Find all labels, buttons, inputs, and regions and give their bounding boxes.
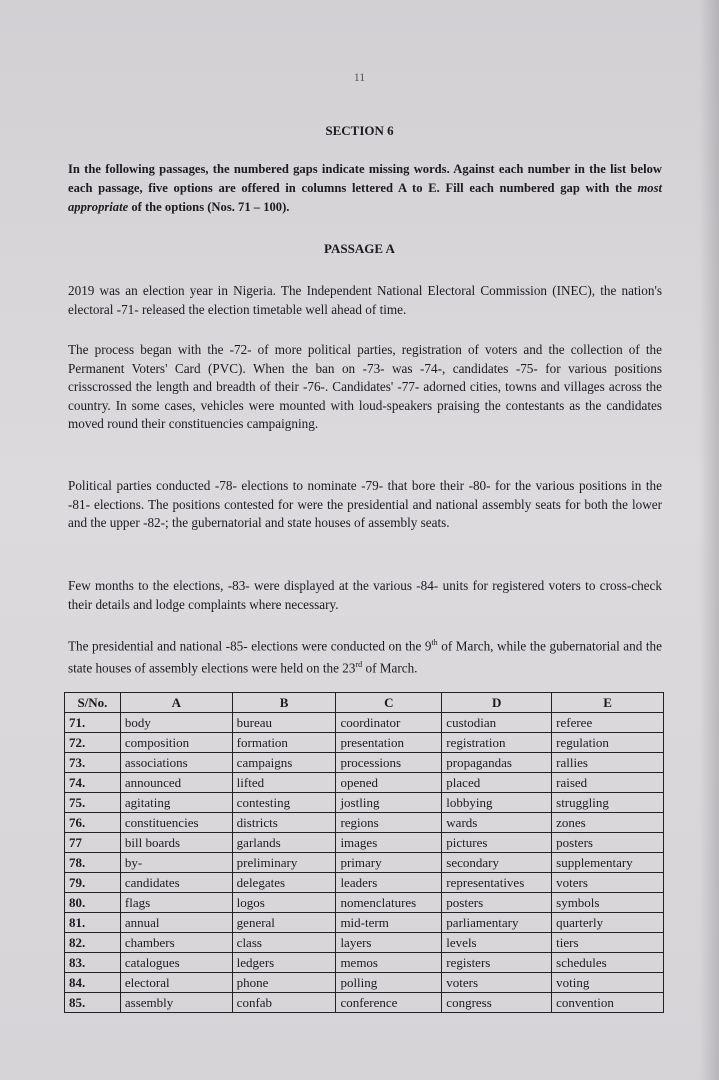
option-b: garlands xyxy=(232,833,336,853)
option-c: coordinator xyxy=(336,713,442,733)
row-number: 72. xyxy=(65,733,121,753)
table-row xyxy=(65,773,664,793)
header-c: C xyxy=(336,693,442,713)
option-c: regions xyxy=(336,813,442,833)
option-a: candidates xyxy=(120,873,232,893)
header-b: B xyxy=(232,693,336,713)
row-number: 79. xyxy=(65,873,121,893)
header-a: A xyxy=(120,693,232,713)
instructions xyxy=(68,160,662,217)
page-number: 11 xyxy=(353,70,366,84)
table-row xyxy=(65,793,664,813)
row-number: 81. xyxy=(65,913,121,933)
option-b: phone xyxy=(232,973,336,993)
option-c: mid-term xyxy=(336,913,442,933)
option-b: logos xyxy=(232,893,336,913)
option-d: congress xyxy=(442,993,552,1013)
option-b: lifted xyxy=(232,773,336,793)
option-b: contesting xyxy=(232,793,336,813)
option-d: lobbying xyxy=(442,793,552,813)
option-a: chambers xyxy=(120,933,232,953)
superscript-th: th xyxy=(431,638,438,647)
option-a: constituencies xyxy=(120,813,232,833)
paragraph-4: Few months to the elections, -83- were displayed at the various -84- units for registered voters to cross-check their details and lodge complaints where necessary. xyxy=(68,578,662,612)
section-title: SECTION 6 xyxy=(325,123,394,138)
option-d: wards xyxy=(442,813,552,833)
row-number: 85. xyxy=(65,993,121,1013)
table-row xyxy=(65,873,664,893)
option-d: representatives xyxy=(442,873,552,893)
option-b: preliminary xyxy=(232,853,336,873)
row-number: 80. xyxy=(65,893,121,913)
option-d: custodian xyxy=(442,713,552,733)
option-e: zones xyxy=(552,813,664,833)
option-c: memos xyxy=(336,953,442,973)
option-e: voting xyxy=(552,973,664,993)
option-d: voters xyxy=(442,973,552,993)
option-c: leaders xyxy=(336,873,442,893)
option-a: composition xyxy=(120,733,232,753)
table-row xyxy=(65,973,664,993)
header-d: D xyxy=(442,693,552,713)
option-b: formation xyxy=(232,733,336,753)
row-number: 73. xyxy=(65,753,121,773)
option-a: by- xyxy=(120,853,232,873)
option-c: nomenclatures xyxy=(336,893,442,913)
instructions-part2: of the options (Nos. 71 – 100). xyxy=(128,200,290,214)
passage-title: PASSAGE A xyxy=(324,241,395,256)
page-edge-shadow xyxy=(699,0,719,1080)
table-row xyxy=(65,933,664,953)
option-d: registration xyxy=(442,733,552,753)
option-d: posters xyxy=(442,893,552,913)
option-b: campaigns xyxy=(232,753,336,773)
option-e: posters xyxy=(552,833,664,853)
table-row xyxy=(65,993,664,1013)
option-e: struggling xyxy=(552,793,664,813)
option-d: propagandas xyxy=(442,753,552,773)
instructions-emphasis: most appropriate xyxy=(68,181,662,214)
option-e: raised xyxy=(552,773,664,793)
row-number: 71. xyxy=(65,713,121,733)
option-d: placed xyxy=(442,773,552,793)
row-number: 84. xyxy=(65,973,121,993)
superscript-rd: rd xyxy=(355,659,363,669)
option-e: regulation xyxy=(552,733,664,753)
table-row xyxy=(65,913,664,933)
option-a: catalogues xyxy=(120,953,232,973)
option-c: opened xyxy=(336,773,442,793)
header-e: E xyxy=(552,693,664,713)
table-row xyxy=(65,893,664,913)
row-number: 75. xyxy=(65,793,121,813)
option-a: assembly xyxy=(120,993,232,1013)
option-c: images xyxy=(336,833,442,853)
option-c: primary xyxy=(336,853,442,873)
option-e: symbols xyxy=(552,893,664,913)
row-number: 77 xyxy=(65,833,121,853)
option-b: delegates xyxy=(232,873,336,893)
option-a: announced xyxy=(120,773,232,793)
option-a: agitating xyxy=(120,793,232,813)
paragraph-5-part2: of March, while the gubernatorial and the state houses of assembly elections were held on the 23 xyxy=(68,638,662,676)
option-b: districts xyxy=(232,813,336,833)
row-number: 83. xyxy=(65,953,121,973)
row-number: 74. xyxy=(65,773,121,793)
option-a: body xyxy=(120,713,232,733)
table-row xyxy=(65,713,664,733)
option-c: presentation xyxy=(336,733,442,753)
option-a: electoral xyxy=(120,973,232,993)
option-d: parliamentary xyxy=(442,913,552,933)
paragraph-1: 2019 was an election year in Nigeria. The Independent National Electoral Commission (INEC), the nation's electoral -71- released the election timetable well ahead of time. xyxy=(68,283,662,317)
option-e: voters xyxy=(552,873,664,893)
option-b: confab xyxy=(232,993,336,1013)
table-header-row xyxy=(65,693,664,713)
options-table xyxy=(64,692,664,1013)
option-e: referee xyxy=(552,713,664,733)
table-row xyxy=(65,833,664,853)
option-e: convention xyxy=(552,993,664,1013)
option-d: registers xyxy=(442,953,552,973)
option-c: processions xyxy=(336,753,442,773)
option-c: layers xyxy=(336,933,442,953)
table-row xyxy=(65,753,664,773)
option-a: bill boards xyxy=(120,833,232,853)
option-e: schedules xyxy=(552,953,664,973)
table-row xyxy=(65,853,664,873)
paragraph-2: The process began with the -72- of more political parties, registration of voters and the collection of the Permanent Voters' Card (PVC). When the ban on -73- was -74-, candidates -75- for various positions crisscrossed the length and breadth of their -76-. Candidates' -77- adorned cities, towns and villages across the country. In some cases, vehicles were mounted with loud-speakers praising the contestants as the candidates moved round their constituencies campaigning. xyxy=(68,342,662,431)
table-row xyxy=(65,813,664,833)
table-row xyxy=(65,953,664,973)
option-e: supplementary xyxy=(552,853,664,873)
row-number: 78. xyxy=(65,853,121,873)
option-c: jostling xyxy=(336,793,442,813)
option-a: associations xyxy=(120,753,232,773)
option-b: general xyxy=(232,913,336,933)
option-d: levels xyxy=(442,933,552,953)
paragraph-5-part1: The presidential and national -85- elections were conducted on the 9 xyxy=(68,638,432,654)
option-b: class xyxy=(232,933,336,953)
option-b: bureau xyxy=(232,713,336,733)
paragraph-3: Political parties conducted -78- elections to nominate -79- that bore their -80- for the various positions in the -81- elections. The positions contested for were the presidential and national assembly seats for both the lower and the upper -82-; the gubernatorial and state houses of assembly seats. xyxy=(68,478,662,530)
paragraph-5-part3: of March. xyxy=(362,660,418,676)
option-a: annual xyxy=(120,913,232,933)
header-sno: S/No. xyxy=(65,693,121,713)
row-number: 76. xyxy=(65,813,121,833)
option-e: quarterly xyxy=(552,913,664,933)
option-e: rallies xyxy=(552,753,664,773)
option-c: polling xyxy=(336,973,442,993)
option-e: tiers xyxy=(552,933,664,953)
option-a: flags xyxy=(120,893,232,913)
paragraph-5 xyxy=(68,634,662,678)
option-c: conference xyxy=(336,993,442,1013)
instructions-part1: In the following passages, the numbered gaps indicate missing words. Against each number in the list below each passage, five options are offered in columns lettered A to E. Fill each numbered gap with the xyxy=(68,162,662,195)
option-d: secondary xyxy=(442,853,552,873)
row-number: 82. xyxy=(65,933,121,953)
table-row xyxy=(65,733,664,753)
option-b: ledgers xyxy=(232,953,336,973)
option-d: pictures xyxy=(442,833,552,853)
